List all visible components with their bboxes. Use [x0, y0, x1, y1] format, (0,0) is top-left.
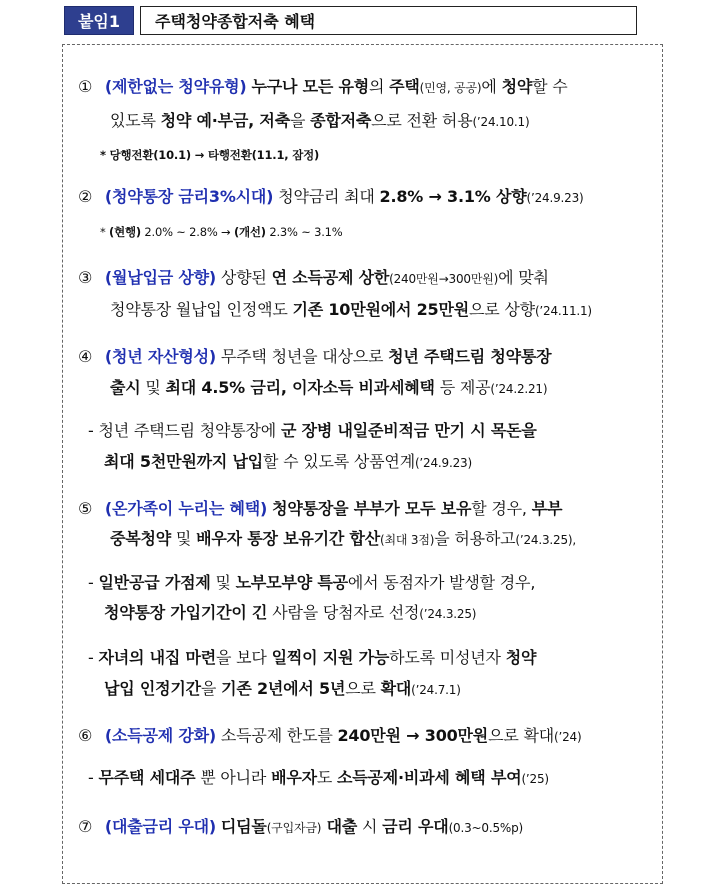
- text: 무주택 청년을 대상으로: [220, 347, 389, 366]
- text-bold: 청약통장을 부부가 모두 보유: [272, 499, 472, 518]
- item-heading: (소득공제 강화): [104, 726, 217, 745]
- item-5-sub-line-4: [104, 676, 461, 699]
- item-number: ⑥: [78, 726, 93, 745]
- item-heading: (청약통장 금리3%시대): [104, 187, 274, 206]
- item-6-sub-line-1: [88, 765, 549, 788]
- item-5-sub-line-2: [104, 600, 476, 623]
- text: 할 수 있도록 상품연계: [262, 452, 415, 471]
- page-title: 주택청약종합저축 혜택: [140, 6, 637, 35]
- text-bold: 누구나 모든 유형: [251, 77, 369, 96]
- text-bold: 배우자 통장 보유기간 합산: [196, 529, 380, 548]
- item-heading: (청년 자산형성): [104, 347, 217, 366]
- item-5-sub-line-1: [88, 570, 535, 593]
- text-bold: 출시: [110, 378, 141, 397]
- text: 사람을 당첨자로 선정: [267, 603, 420, 622]
- text-bold: 최대 5천만원까지 납입: [104, 452, 263, 471]
- text-bold: 노부모부양 특공: [235, 573, 348, 592]
- item-heading: (월납입금 상향): [104, 268, 217, 287]
- text-bold: 자녀의 내집 마련: [98, 648, 217, 667]
- text: 에 맞춰: [498, 268, 549, 287]
- text: 을: [289, 111, 311, 130]
- text: 을 보다: [216, 648, 272, 667]
- item-heading: (온가족이 누리는 혜택): [104, 499, 268, 518]
- date: (’24.10.1): [472, 115, 530, 129]
- item-heading: (제한없는 청약유형): [104, 77, 247, 96]
- text: 뿐 아니라: [195, 768, 272, 787]
- text: 및: [210, 573, 236, 592]
- text: -: [88, 573, 99, 592]
- item-number: ④: [78, 347, 93, 366]
- text-small: (최대 3점): [380, 533, 435, 547]
- text: 청약통장 월납입 인정액도: [110, 300, 293, 319]
- text-bold: 연 소득공제 상한: [271, 268, 390, 287]
- text: 을: [200, 679, 222, 698]
- date: (’25): [521, 772, 549, 786]
- text-bold: 청약: [501, 77, 533, 96]
- text-small: (구입자금): [266, 821, 322, 835]
- date: (’24.2.21): [490, 382, 548, 396]
- text: 청약금리 최대: [278, 187, 380, 206]
- text-bold: 금리 우대: [382, 817, 449, 836]
- text-bold: 중복청약: [110, 529, 172, 548]
- text: 으로 확대: [488, 726, 554, 745]
- text: 등 제공: [434, 378, 491, 397]
- text-small: (민영, 공공): [419, 81, 482, 95]
- text: -: [88, 768, 99, 787]
- text-small: (0.3~0.5%p): [448, 821, 523, 835]
- text: 2.0% ~ 2.8% →: [140, 225, 234, 239]
- text: 을 허용하고: [434, 529, 516, 548]
- item-5-sub-line-3: [88, 645, 536, 668]
- item-7-line-1: [78, 814, 523, 837]
- text-bold: 기존 10만원에서 25만원: [292, 300, 470, 319]
- item-2-note: [100, 224, 343, 240]
- item-6-line-1: [78, 723, 581, 746]
- text: 의: [368, 77, 390, 96]
- text-bold: 종합저축: [310, 111, 372, 130]
- text-bold: 일반공급 가점제: [98, 573, 211, 592]
- text: 소득공제 한도를: [220, 726, 338, 745]
- text-bold: 청년 주택드림 청약통장: [388, 347, 552, 366]
- text-bold: 납입 인정기간: [104, 679, 201, 698]
- text: - 청년 주택드림 청약통장에: [88, 421, 281, 440]
- text-bold: 군 장병 내일준비적금 만기 시 목돈을: [280, 421, 537, 440]
- item-number: ⑦: [78, 817, 93, 836]
- text: 에: [481, 77, 502, 96]
- item-number: ①: [78, 77, 93, 96]
- text-bold: 청약통장 가입기간이 긴: [104, 603, 268, 622]
- date: (’24): [554, 730, 582, 744]
- text: 도: [316, 768, 338, 787]
- date: (’24.9.23): [414, 456, 472, 470]
- text-bold: 대출: [321, 817, 358, 836]
- attachment-tag: 붙임1: [64, 6, 134, 35]
- text: 에서 동점자가 발생할 경우,: [347, 573, 536, 592]
- date: (’24.9.23): [526, 191, 584, 205]
- date: (’24.3.25): [419, 607, 477, 621]
- text: 하도록 미성년자: [389, 648, 506, 667]
- text-bold: 디딤돌: [220, 817, 267, 836]
- text: 시: [357, 817, 383, 836]
- item-4-line-1: [78, 344, 551, 367]
- text: 으로: [345, 679, 381, 698]
- item-5-line-1: [78, 496, 562, 519]
- text-bold: 일찍이 지원 가능: [271, 648, 390, 667]
- text-bold: 무주택 세대주: [98, 768, 196, 787]
- text: -: [88, 648, 99, 667]
- text: 2.3% ~ 3.1%: [265, 225, 343, 239]
- text-bold: 2.8% → 3.1% 상향: [379, 187, 527, 206]
- item-4-sub-line-1: [88, 418, 537, 441]
- text-bold: 최대 4.5% 금리, 이자소득 비과세혜택: [165, 378, 435, 397]
- text: 으로 전환 허용: [371, 111, 473, 130]
- item-heading: (대출금리 우대): [104, 817, 217, 836]
- text-bold: 240만원 → 300만원: [337, 726, 489, 745]
- item-4-line-2: [110, 375, 547, 398]
- text-small: (240만원→300만원): [389, 272, 499, 286]
- item-1-note: * 당행전환(10.1) → 타행전환(11.1, 잠정): [100, 148, 320, 162]
- text: 할 수: [532, 77, 568, 96]
- text-bold: 소득공제·비과세 혜택 부여: [337, 768, 522, 787]
- text-bold: (개선): [233, 225, 266, 239]
- header: [64, 6, 637, 35]
- text-bold: (현행): [109, 225, 141, 239]
- item-number: ③: [78, 268, 93, 287]
- text-bold: 기존 2년에서 5년: [221, 679, 346, 698]
- date: (’24.7.1): [411, 683, 461, 697]
- item-number: ⑤: [78, 499, 93, 518]
- text: *: [100, 225, 110, 239]
- text-bold: 청약: [505, 648, 537, 667]
- text-bold: 주택: [389, 77, 420, 96]
- text-bold: 청약 예·부금, 저축: [160, 111, 290, 130]
- item-3-line-2: [110, 297, 592, 320]
- item-4-sub-line-2: [104, 449, 472, 472]
- item-5-line-2: [110, 526, 576, 549]
- item-3-line-1: [78, 265, 549, 288]
- item-1-line-2: [110, 108, 529, 131]
- text-bold: 확대: [380, 679, 412, 698]
- item-2-line-1: [78, 184, 583, 207]
- item-1-line-1: [78, 74, 568, 97]
- text: 및: [171, 529, 197, 548]
- text: 할 경우,: [471, 499, 532, 518]
- text-bold: 부부: [531, 499, 563, 518]
- text: 있도록: [110, 111, 161, 130]
- date: (’24.3.25),: [515, 533, 576, 547]
- text: 으로 상향: [469, 300, 535, 319]
- text-bold: 배우자: [271, 768, 317, 787]
- text: 및: [140, 378, 166, 397]
- text: 상향된: [220, 268, 272, 287]
- item-number: ②: [78, 187, 93, 206]
- date: (’24.11.1): [534, 304, 592, 318]
